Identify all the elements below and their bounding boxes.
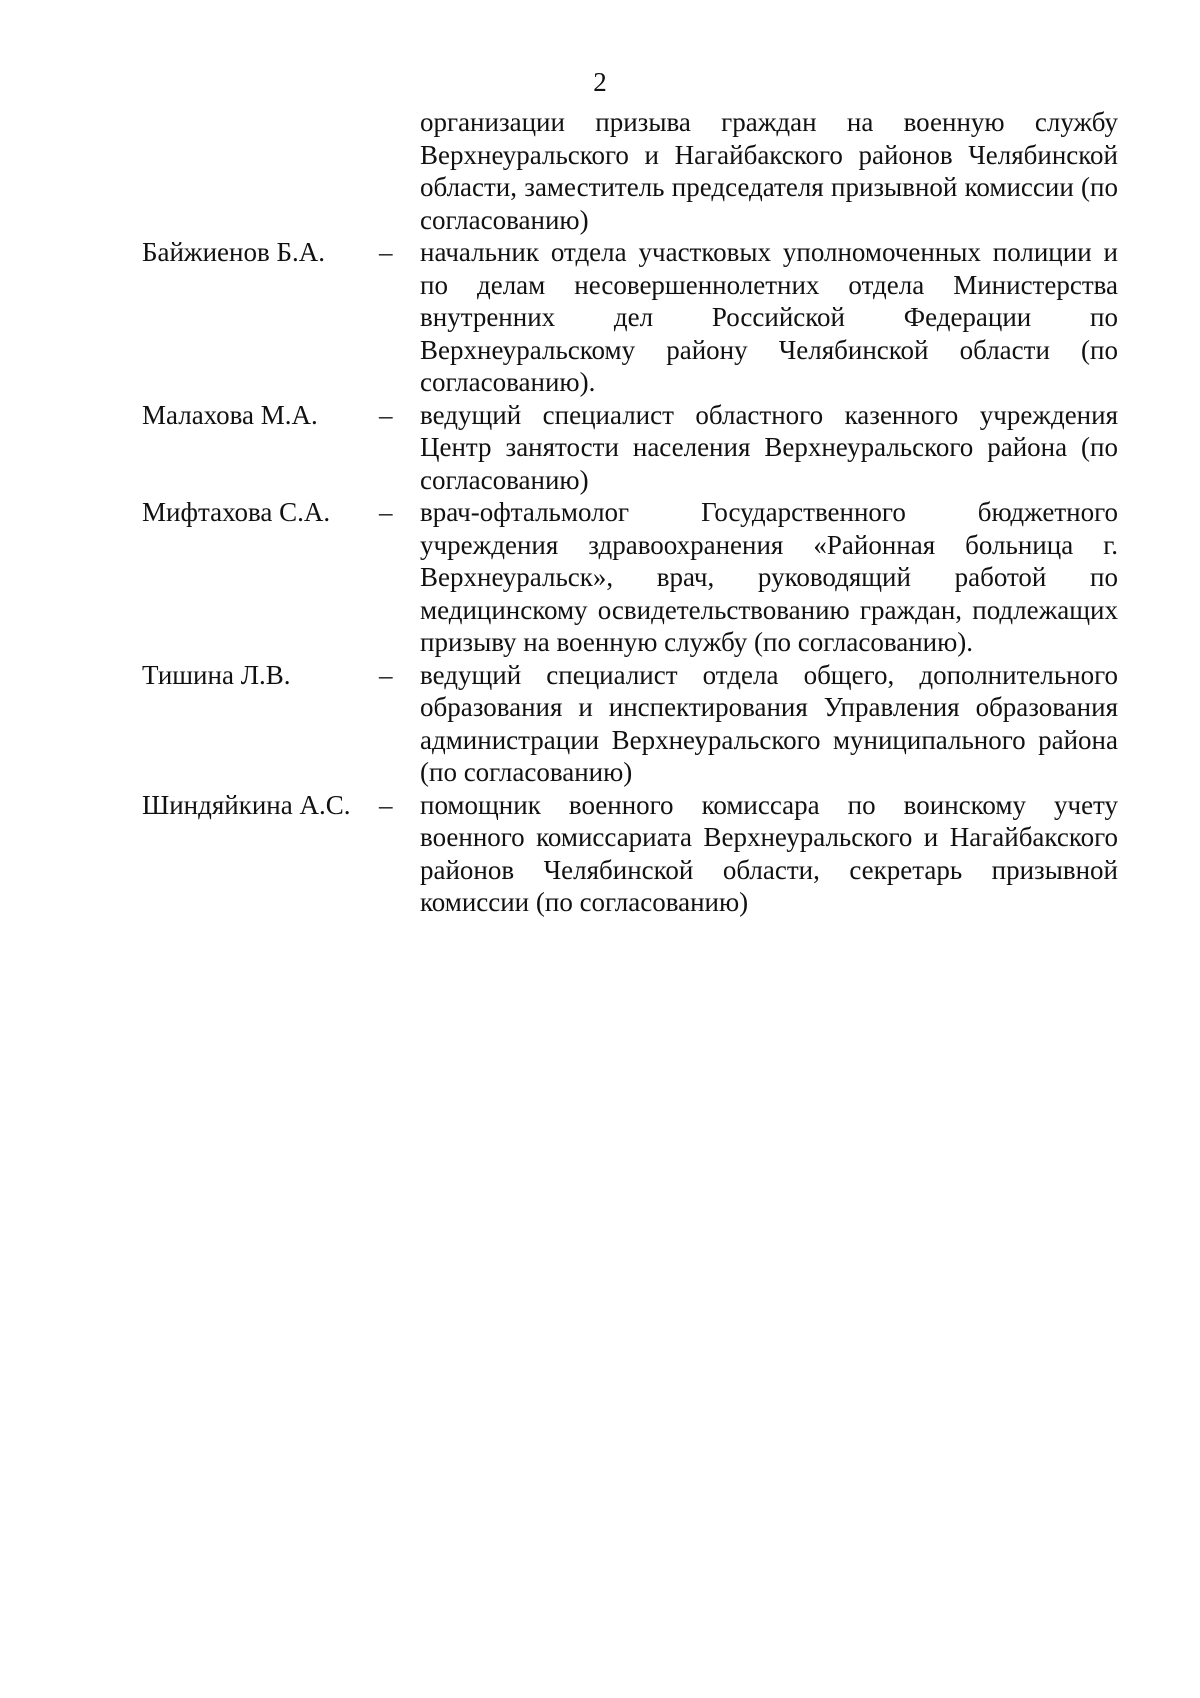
member-description: ведущий специалист областного казенного учреждения Центр занятости населения Верхнеуральского района (по согласованию) xyxy=(420,399,1118,495)
member-row xyxy=(142,659,1118,789)
dash-separator: – xyxy=(379,237,393,267)
member-name: Малахова М.А. xyxy=(142,399,318,430)
commission-member-list xyxy=(142,106,1118,919)
member-name: Тишина Л.В. xyxy=(142,659,291,690)
member-row-continuation xyxy=(142,106,1118,236)
member-row xyxy=(142,496,1118,659)
member-name: Байжиенов Б.А. xyxy=(142,237,325,267)
dash-separator: – xyxy=(379,659,393,690)
member-row xyxy=(142,236,1118,399)
member-row xyxy=(142,789,1118,919)
member-description: помощник военного комиссара по воинскому учету военного комиссариата Верхнеуральского и Нагайбакского районов Челябинской области, секретарь призывной комиссии (по согласованию) xyxy=(420,789,1118,917)
page-number: 2 xyxy=(593,67,607,97)
member-name: Шиндяйкина А.С. xyxy=(142,789,351,820)
dash-separator: – xyxy=(379,497,393,527)
dash-separator: – xyxy=(379,399,393,430)
dash-separator: – xyxy=(379,789,393,820)
member-name: Мифтахова С.А. xyxy=(142,497,331,527)
member-description: ведущий специалист отдела общего, дополнительного образования и инспектирования Управления образования администрации Верхнеуральского муниципального района (по согласованию) xyxy=(420,659,1118,787)
member-row xyxy=(142,399,1118,497)
member-description: начальник отдела участковых уполномоченных полиции и по делам несовершеннолетних отдела Министерства внутренних дел Российской Федерации по Верхнеуральскому району Челябинской области (по согласованию). xyxy=(420,237,1118,397)
member-description: врач-офтальмолог Государственного бюджетного учреждения здравоохранения «Районная больница г. Верхнеуральск», врач, руководящий работой по медицинскому освидетельствованию граждан, подлежащих призыву на военную службу (по согласованию). xyxy=(420,497,1118,657)
member-description: организации призыва граждан на военную службу Верхнеуральского и Нагайбакского районов Челябинской области, заместитель председателя призывной комиссии (по согласованию) xyxy=(420,107,1118,235)
